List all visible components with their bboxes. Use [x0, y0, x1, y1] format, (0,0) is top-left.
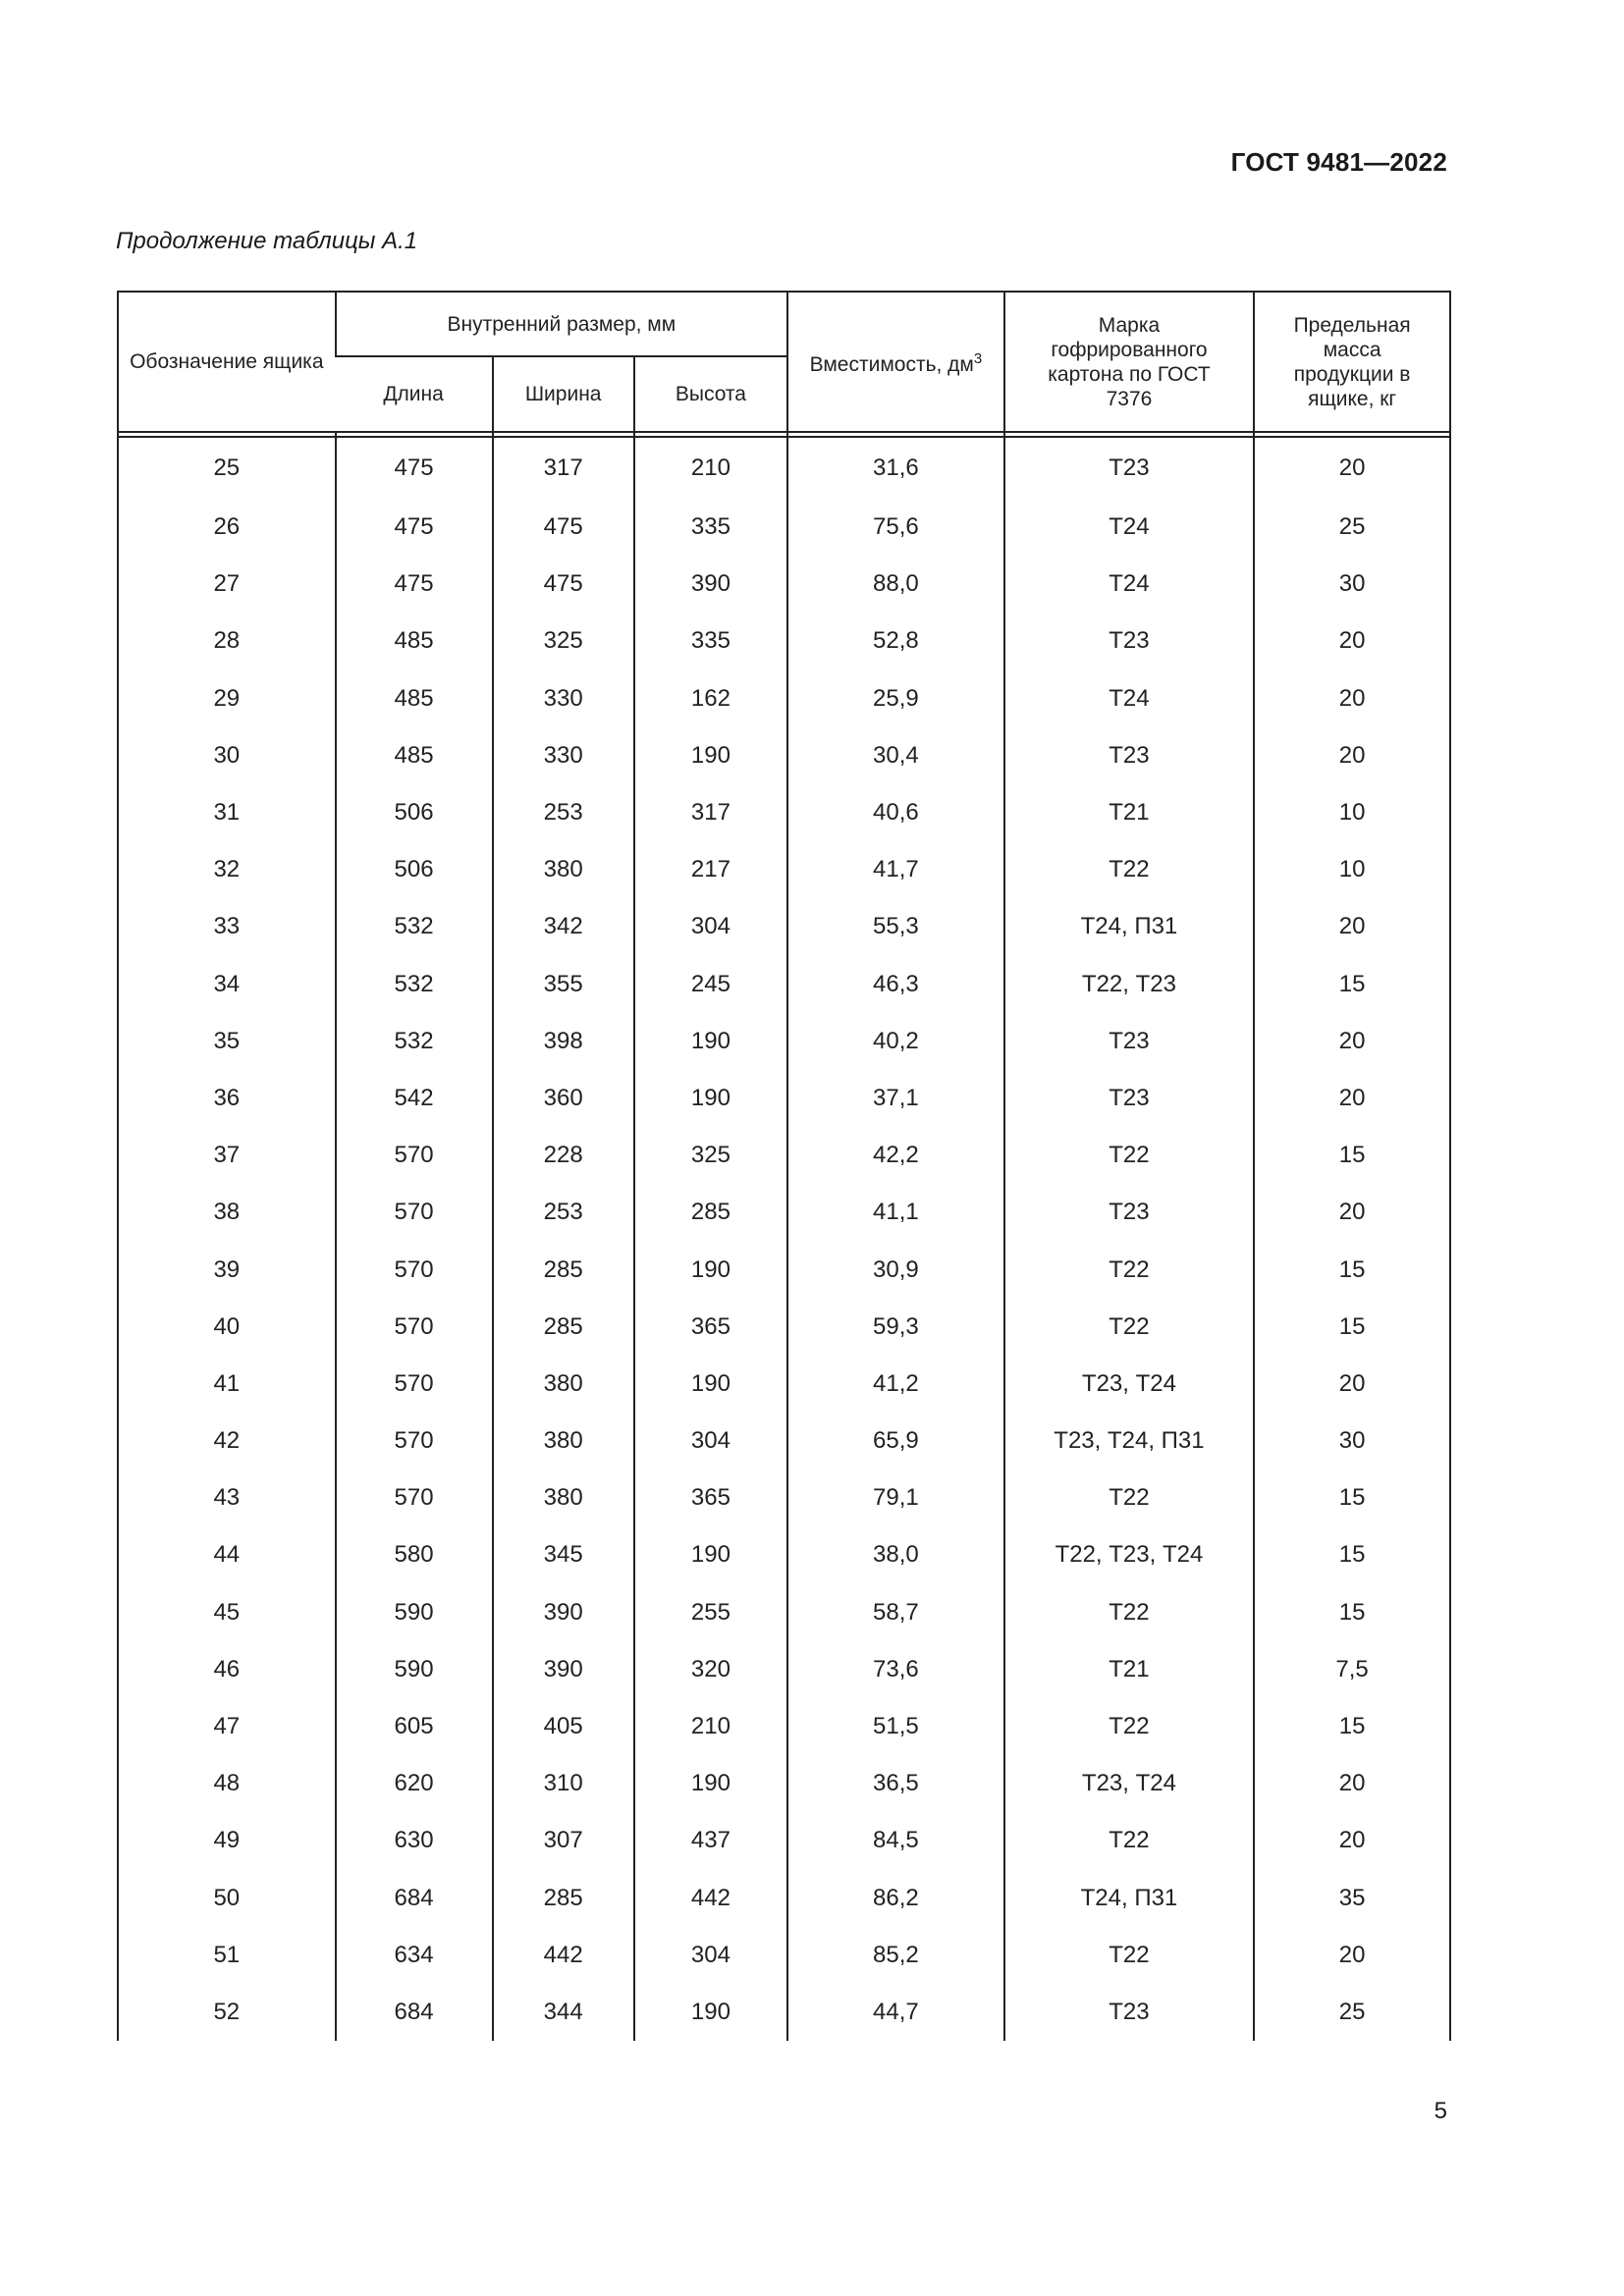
cell-width: 342 — [493, 898, 634, 955]
cell-grade: Т23 — [1004, 1984, 1255, 2041]
cell-designation: 38 — [213, 1199, 241, 1226]
cell-height: 335 — [634, 613, 787, 669]
table-row — [119, 784, 1449, 841]
cell-designation: 50 — [213, 1884, 241, 1911]
table-row — [119, 1241, 1449, 1298]
cell-height: 190 — [634, 1526, 787, 1583]
cell-max-mass: 15 — [1254, 1469, 1449, 1526]
cell-capacity: 58,7 — [787, 1584, 1004, 1641]
cell-width: 380 — [493, 1469, 634, 1526]
cell-grade: Т22 — [1004, 1698, 1255, 1755]
cell-max-mass: 20 — [1254, 1184, 1449, 1241]
cell-capacity: 84,5 — [787, 1812, 1004, 1869]
cell-length: 634 — [336, 1927, 493, 1984]
cell-max-mass: 20 — [1254, 727, 1449, 784]
table-row — [119, 1870, 1449, 1927]
cell-height: 190 — [634, 1241, 787, 1298]
cell-designation: 42 — [213, 1427, 241, 1455]
cell-width: 330 — [493, 727, 634, 784]
cell-height: 335 — [634, 499, 787, 556]
cell-grade: Т23, Т24, П31 — [1004, 1413, 1255, 1469]
cell-width: 355 — [493, 956, 634, 1013]
cell-width: 344 — [493, 1984, 634, 2041]
cell-height: 285 — [634, 1184, 787, 1241]
cell-height: 217 — [634, 841, 787, 898]
header-capacity-superscript: 3 — [973, 350, 983, 367]
cell-grade: Т24 — [1004, 670, 1255, 727]
cell-capacity: 36,5 — [787, 1755, 1004, 1812]
cell-grade: Т23 — [1004, 727, 1255, 784]
cell-width: 380 — [493, 1413, 634, 1469]
cell-height: 245 — [634, 956, 787, 1013]
table-row — [119, 1641, 1449, 1698]
cell-designation: 49 — [213, 1827, 241, 1854]
document-code: ГОСТ 9481—2022 — [1230, 147, 1447, 177]
cell-length: 570 — [336, 1127, 493, 1184]
cell-length: 475 — [336, 437, 493, 499]
cell-designation: 34 — [213, 970, 241, 997]
table-row — [119, 1927, 1449, 1984]
cell-length: 620 — [336, 1755, 493, 1812]
cell-length: 532 — [336, 956, 493, 1013]
cell-length: 532 — [336, 1013, 493, 1070]
cell-designation: 28 — [213, 627, 241, 655]
cell-max-mass: 10 — [1254, 841, 1449, 898]
cell-grade: Т24, П31 — [1004, 1870, 1255, 1927]
cell-height: 190 — [634, 727, 787, 784]
cell-width: 253 — [493, 784, 634, 841]
cell-capacity: 46,3 — [787, 956, 1004, 1013]
cell-height: 255 — [634, 1584, 787, 1641]
cell-grade: Т22 — [1004, 1299, 1255, 1356]
cell-height: 442 — [634, 1870, 787, 1927]
cell-capacity: 51,5 — [787, 1698, 1004, 1755]
cell-length: 506 — [336, 841, 493, 898]
cell-grade: Т22 — [1004, 1127, 1255, 1184]
cell-designation: 52 — [213, 1998, 241, 2025]
cell-width: 307 — [493, 1812, 634, 1869]
cell-designation: 44 — [213, 1541, 241, 1569]
table-row — [119, 1127, 1449, 1184]
cell-capacity: 59,3 — [787, 1299, 1004, 1356]
cell-designation: 32 — [213, 856, 241, 883]
cell-length: 506 — [336, 784, 493, 841]
cell-designation: 25 — [213, 454, 241, 481]
cell-capacity: 65,9 — [787, 1413, 1004, 1469]
cell-max-mass: 20 — [1254, 1812, 1449, 1869]
data-table — [117, 291, 1451, 2041]
cell-max-mass: 15 — [1254, 1526, 1449, 1583]
table-row — [119, 613, 1449, 669]
cell-capacity: 38,0 — [787, 1526, 1004, 1583]
table-row — [119, 670, 1449, 727]
cell-length: 570 — [336, 1299, 493, 1356]
table-row — [119, 437, 1449, 499]
cell-designation: 31 — [213, 799, 241, 827]
cell-length: 485 — [336, 727, 493, 784]
cell-designation: 51 — [213, 1941, 241, 1968]
cell-grade: Т23 — [1004, 1070, 1255, 1127]
cell-grade: Т22, Т23 — [1004, 956, 1255, 1013]
table-header — [119, 293, 1449, 432]
cell-designation: 26 — [213, 513, 241, 541]
cell-max-mass: 7,5 — [1254, 1641, 1449, 1698]
cell-max-mass: 15 — [1254, 1584, 1449, 1641]
table-row — [119, 1184, 1449, 1241]
cell-height: 210 — [634, 437, 787, 499]
table-row — [119, 1984, 1449, 2041]
cell-width: 228 — [493, 1127, 634, 1184]
cell-height: 365 — [634, 1299, 787, 1356]
cell-grade: Т23 — [1004, 613, 1255, 669]
cell-grade: Т22 — [1004, 841, 1255, 898]
cell-designation: 33 — [213, 913, 241, 940]
cell-grade: Т24 — [1004, 499, 1255, 556]
cell-length: 570 — [336, 1356, 493, 1413]
table-row — [119, 1584, 1449, 1641]
cell-capacity: 52,8 — [787, 613, 1004, 669]
cell-capacity: 42,2 — [787, 1127, 1004, 1184]
table-body — [119, 437, 1449, 2041]
cell-width: 390 — [493, 1584, 634, 1641]
cell-designation: 47 — [213, 1713, 241, 1740]
cell-length: 605 — [336, 1698, 493, 1755]
cell-designation: 37 — [213, 1142, 241, 1169]
cell-width: 285 — [493, 1299, 634, 1356]
cell-length: 590 — [336, 1641, 493, 1698]
cell-width: 360 — [493, 1070, 634, 1127]
cell-grade: Т23 — [1004, 437, 1255, 499]
cell-height: 190 — [634, 1984, 787, 2041]
cell-capacity: 40,2 — [787, 1013, 1004, 1070]
cell-capacity: 25,9 — [787, 670, 1004, 727]
header-capacity-text: Вместимость, дм — [809, 353, 974, 376]
table-row — [119, 1356, 1449, 1413]
cell-height: 304 — [634, 1927, 787, 1984]
cell-max-mass: 15 — [1254, 956, 1449, 1013]
cell-width: 285 — [493, 1241, 634, 1298]
cell-grade: Т23 — [1004, 1013, 1255, 1070]
cell-width: 390 — [493, 1641, 634, 1698]
cell-length: 485 — [336, 613, 493, 669]
cell-width: 285 — [493, 1870, 634, 1927]
cell-capacity: 75,6 — [787, 499, 1004, 556]
cell-designation: 39 — [213, 1255, 241, 1283]
cell-capacity: 55,3 — [787, 898, 1004, 955]
cell-length: 570 — [336, 1241, 493, 1298]
cell-designation: 43 — [213, 1484, 241, 1512]
cell-grade: Т24 — [1004, 556, 1255, 613]
cell-grade: Т22 — [1004, 1469, 1255, 1526]
cell-length: 590 — [336, 1584, 493, 1641]
cell-capacity: 40,6 — [787, 784, 1004, 841]
header-designation: Обозначение ящика — [119, 293, 336, 432]
cell-height: 365 — [634, 1469, 787, 1526]
cell-height: 390 — [634, 556, 787, 613]
cell-width: 325 — [493, 613, 634, 669]
cell-designation: 41 — [213, 1369, 241, 1397]
table-row — [119, 898, 1449, 955]
cell-length: 475 — [336, 556, 493, 613]
table-row — [119, 499, 1449, 556]
header-height: Высота — [634, 356, 787, 432]
cell-length: 684 — [336, 1870, 493, 1927]
cell-max-mass: 25 — [1254, 1984, 1449, 2041]
cell-grade: Т23 — [1004, 1184, 1255, 1241]
cell-width: 317 — [493, 437, 634, 499]
cell-grade: Т23, Т24 — [1004, 1755, 1255, 1812]
cell-length: 570 — [336, 1469, 493, 1526]
cell-capacity: 41,2 — [787, 1356, 1004, 1413]
cell-width: 330 — [493, 670, 634, 727]
cell-designation: 30 — [213, 741, 241, 769]
cell-max-mass: 20 — [1254, 1927, 1449, 1984]
cell-designation: 46 — [213, 1655, 241, 1682]
cell-designation: 48 — [213, 1770, 241, 1797]
cell-grade: Т21 — [1004, 784, 1255, 841]
cell-width: 475 — [493, 499, 634, 556]
table-caption: Продолжение таблицы А.1 — [116, 228, 418, 254]
cell-height: 190 — [634, 1070, 787, 1127]
cell-max-mass: 20 — [1254, 1013, 1449, 1070]
table-row — [119, 841, 1449, 898]
table-row — [119, 727, 1449, 784]
table-row — [119, 1812, 1449, 1869]
cell-designation: 29 — [213, 684, 241, 712]
cell-max-mass: 20 — [1254, 437, 1449, 499]
header-max-mass: Предельная масса продукции в ящике, кг — [1254, 293, 1449, 432]
cell-max-mass: 20 — [1254, 898, 1449, 955]
cell-designation: 35 — [213, 1027, 241, 1054]
cell-grade: Т24, П31 — [1004, 898, 1255, 955]
cell-capacity: 31,6 — [787, 437, 1004, 499]
table-row — [119, 1013, 1449, 1070]
cell-capacity: 41,1 — [787, 1184, 1004, 1241]
cell-height: 162 — [634, 670, 787, 727]
cell-designation: 45 — [213, 1598, 241, 1626]
cell-length: 570 — [336, 1413, 493, 1469]
header-capacity — [787, 293, 1004, 432]
cell-max-mass: 25 — [1254, 499, 1449, 556]
cell-capacity: 30,4 — [787, 727, 1004, 784]
cell-grade: Т22 — [1004, 1241, 1255, 1298]
cell-width: 380 — [493, 1356, 634, 1413]
table-row — [119, 1469, 1449, 1526]
cell-grade: Т22 — [1004, 1927, 1255, 1984]
cell-width: 380 — [493, 841, 634, 898]
cell-capacity: 30,9 — [787, 1241, 1004, 1298]
cell-width: 253 — [493, 1184, 634, 1241]
cell-height: 317 — [634, 784, 787, 841]
cell-grade: Т23, Т24 — [1004, 1356, 1255, 1413]
cell-designation: 40 — [213, 1312, 241, 1340]
cell-capacity: 41,7 — [787, 841, 1004, 898]
page-number: 5 — [1434, 2098, 1447, 2124]
cell-capacity: 85,2 — [787, 1927, 1004, 1984]
cell-max-mass: 30 — [1254, 556, 1449, 613]
table-row — [119, 1755, 1449, 1812]
cell-height: 190 — [634, 1013, 787, 1070]
cell-max-mass: 20 — [1254, 1755, 1449, 1812]
cell-max-mass: 20 — [1254, 670, 1449, 727]
cell-width: 310 — [493, 1755, 634, 1812]
cell-length: 684 — [336, 1984, 493, 2041]
cell-height: 437 — [634, 1812, 787, 1869]
cell-grade: Т22, Т23, Т24 — [1004, 1526, 1255, 1583]
cell-max-mass: 15 — [1254, 1299, 1449, 1356]
cell-width: 442 — [493, 1927, 634, 1984]
cell-max-mass: 35 — [1254, 1870, 1449, 1927]
cell-grade: Т21 — [1004, 1641, 1255, 1698]
table-row — [119, 956, 1449, 1013]
cell-designation: 36 — [213, 1084, 241, 1111]
cell-height: 320 — [634, 1641, 787, 1698]
cell-height: 190 — [634, 1755, 787, 1812]
cell-max-mass: 20 — [1254, 613, 1449, 669]
cell-max-mass: 30 — [1254, 1413, 1449, 1469]
cell-height: 190 — [634, 1356, 787, 1413]
cell-length: 475 — [336, 499, 493, 556]
cell-designation: 27 — [213, 570, 241, 598]
header-length: Длина — [336, 356, 493, 432]
cell-height: 304 — [634, 898, 787, 955]
cell-length: 485 — [336, 670, 493, 727]
table-row — [119, 1413, 1449, 1469]
table-row — [119, 1698, 1449, 1755]
cell-length: 570 — [336, 1184, 493, 1241]
cell-capacity: 37,1 — [787, 1070, 1004, 1127]
cell-max-mass: 10 — [1254, 784, 1449, 841]
cell-width: 345 — [493, 1526, 634, 1583]
cell-length: 532 — [336, 898, 493, 955]
table-row — [119, 1526, 1449, 1583]
cell-max-mass: 20 — [1254, 1070, 1449, 1127]
cell-length: 542 — [336, 1070, 493, 1127]
cell-max-mass: 15 — [1254, 1698, 1449, 1755]
cell-capacity: 86,2 — [787, 1870, 1004, 1927]
cell-capacity: 44,7 — [787, 1984, 1004, 2041]
cell-grade: Т22 — [1004, 1584, 1255, 1641]
cell-grade: Т22 — [1004, 1812, 1255, 1869]
header-inner-size: Внутренний размер, мм — [336, 293, 788, 356]
cell-height: 304 — [634, 1413, 787, 1469]
table-row — [119, 1299, 1449, 1356]
cell-width: 405 — [493, 1698, 634, 1755]
cell-capacity: 79,1 — [787, 1469, 1004, 1526]
cell-width: 475 — [493, 556, 634, 613]
cell-length: 630 — [336, 1812, 493, 1869]
header-grade: Марка гофрированного картона по ГОСТ 7376 — [1004, 293, 1255, 432]
cell-capacity: 88,0 — [787, 556, 1004, 613]
table-row — [119, 1070, 1449, 1127]
cell-height: 210 — [634, 1698, 787, 1755]
cell-length: 580 — [336, 1526, 493, 1583]
cell-capacity: 73,6 — [787, 1641, 1004, 1698]
header-width: Ширина — [493, 356, 634, 432]
table-row — [119, 556, 1449, 613]
cell-max-mass: 15 — [1254, 1241, 1449, 1298]
cell-max-mass: 15 — [1254, 1127, 1449, 1184]
cell-max-mass: 20 — [1254, 1356, 1449, 1413]
cell-width: 398 — [493, 1013, 634, 1070]
cell-height: 325 — [634, 1127, 787, 1184]
